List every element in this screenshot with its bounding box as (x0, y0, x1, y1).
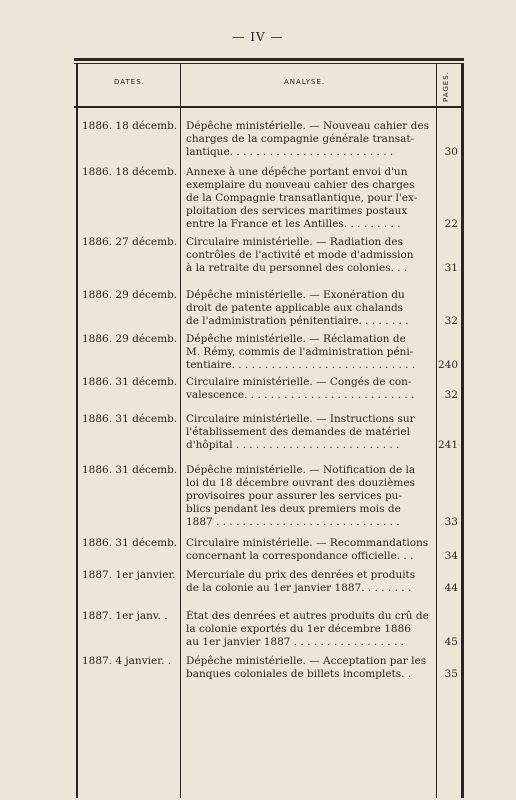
entry-page: 32 (444, 389, 458, 401)
analysis-line: concernant la correspondance officielle. . . (186, 550, 414, 562)
analysis-line: entre la France et les Antilles. . . . . . . . . (186, 218, 401, 230)
analysis-line: de la Compagnie transatlantique, pour l'ex- (186, 192, 418, 204)
entry-analysis (186, 464, 434, 529)
entry-page: 32 (444, 315, 458, 327)
header-pages: PAGES. (442, 71, 450, 102)
page-number: — IV — (232, 30, 284, 44)
analysis-line: M. Rémy, commis de l'administration péni- (186, 346, 414, 358)
entry-date: 1886. 31 décemb. (82, 413, 178, 425)
analysis-line: Circulaire ministérielle. — Recommandations (186, 537, 429, 549)
analysis-line: banques coloniales de billets incomplets. . (186, 668, 412, 680)
entry-page: 240 (437, 359, 458, 371)
analysis-line: à la retraite du personnel des colonies. . . (186, 262, 408, 274)
header-rule (74, 106, 464, 108)
entry-analysis (186, 289, 434, 328)
analysis-line: d'hôpital . . . . . . . . . . . . . . . . . . . . . . . . . (186, 439, 400, 451)
analysis-line: de l'administration pénitentiaire. . . . . . . . (186, 315, 409, 327)
entry-date: 1886. 18 décemb. (82, 166, 178, 178)
entry-analysis (186, 120, 434, 159)
analysis-line: provisoires pour assurer les services pu- (186, 490, 402, 502)
analysis-line: loi du 18 décembre ouvrant des douzièmes (186, 477, 415, 489)
analysis-line: de la colonie au 1er janvier 1887. . . . . . . . (186, 582, 412, 594)
analysis-line: Dépêche ministérielle. — Acceptation par les (186, 655, 427, 667)
entry-page: 31 (444, 262, 458, 274)
analysis-line: la colonie exportés du 1er décembre 1886 (186, 623, 411, 635)
entry-date: 1886. 31 décemb. (82, 376, 178, 388)
entry-date: 1886. 29 décemb. (82, 333, 178, 345)
analysis-line: ploitation des services maritimes postaux (186, 205, 408, 217)
analysis-line: Dépêche ministérielle. — Notification de la (186, 464, 416, 476)
right-border (461, 64, 464, 798)
entry-page: 22 (444, 218, 458, 230)
analysis-line: lantique. . . . . . . . . . . . . . . . . . . . . . . . . (186, 146, 394, 158)
analysis-line: valescence. . . . . . . . . . . . . . . . . . . . . . . . . . (186, 389, 415, 401)
column-divider-pages (436, 64, 437, 798)
entry-date: 1887. 1er janvier. (82, 569, 176, 581)
entry-page: 44 (444, 582, 458, 594)
analysis-line: Circulaire ministérielle. — Congés de con- (186, 376, 412, 388)
entry-analysis (186, 333, 434, 372)
analysis-line: contrôles de l'activité et mode d'admission (186, 249, 414, 261)
header-dates: DATES. (114, 78, 145, 86)
entry-date: 1887. 4 janvier. . (82, 655, 172, 667)
top-rule-thin (74, 63, 464, 64)
analysis-line: Circulaire ministérielle. — Radiation des (186, 236, 403, 248)
entry-page: 241 (437, 439, 458, 451)
analysis-line: Dépêche ministérielle. — Exonération du (186, 289, 405, 301)
entry-analysis (186, 655, 434, 681)
entry-date: 1886. 31 décemb. (82, 537, 178, 549)
analysis-line: tentiaire. . . . . . . . . . . . . . . . . . . . . . . . . . . . (186, 359, 416, 371)
entry-page: 30 (444, 146, 458, 158)
analysis-line: Circulaire ministérielle. — Instructions sur (186, 413, 415, 425)
analysis-line: Mercuriale du prix des denrées et produits (186, 569, 416, 581)
entry-analysis (186, 376, 434, 402)
entry-date: 1886. 31 décemb. (82, 464, 178, 476)
analysis-line: charges de la compagnie générale transat- (186, 133, 415, 145)
entry-page: 34 (444, 550, 458, 562)
entry-date: 1887. 1er janv. . (82, 610, 168, 622)
left-border (76, 64, 78, 798)
entry-date: 1886. 18 décemb. (82, 120, 178, 132)
entry-analysis (186, 537, 434, 563)
analysis-line: Annexe à une dépêche portant envoi d'un (186, 166, 408, 178)
analysis-line: exemplaire du nouveau cahier des charges (186, 179, 415, 191)
entry-analysis (186, 413, 434, 452)
top-rule (74, 58, 464, 61)
entry-analysis (186, 610, 434, 649)
analysis-line: 1887 . . . . . . . . . . . . . . . . . . . . . . . . . . . . (186, 516, 400, 528)
analysis-line: droit de patente applicable aux chalands (186, 302, 404, 314)
analysis-line: l'établissement des demandes de matériel (186, 426, 410, 438)
analysis-line: Dépêche ministérielle. — Nouveau cahier des (186, 120, 429, 132)
entry-analysis (186, 166, 434, 231)
analysis-line: Dépêche ministérielle. — Réclamation de (186, 333, 406, 345)
header-analyse: ANALYSE. (284, 78, 326, 86)
analysis-line: État des denrées et autres produits du crû de (186, 610, 429, 622)
entry-page: 33 (444, 516, 458, 528)
entry-analysis (186, 236, 434, 275)
entry-analysis (186, 569, 434, 595)
index-table (74, 58, 464, 798)
entry-page: 45 (444, 636, 458, 648)
analysis-line: blics pendant les deux premiers mois de (186, 503, 401, 515)
entry-page: 35 (444, 668, 458, 680)
analysis-line: au 1er janvier 1887 . . . . . . . . . . . . . . . . . (186, 636, 404, 648)
entry-date: 1886. 29 décemb. (82, 289, 178, 301)
entry-date: 1886. 27 décemb. (82, 236, 178, 248)
